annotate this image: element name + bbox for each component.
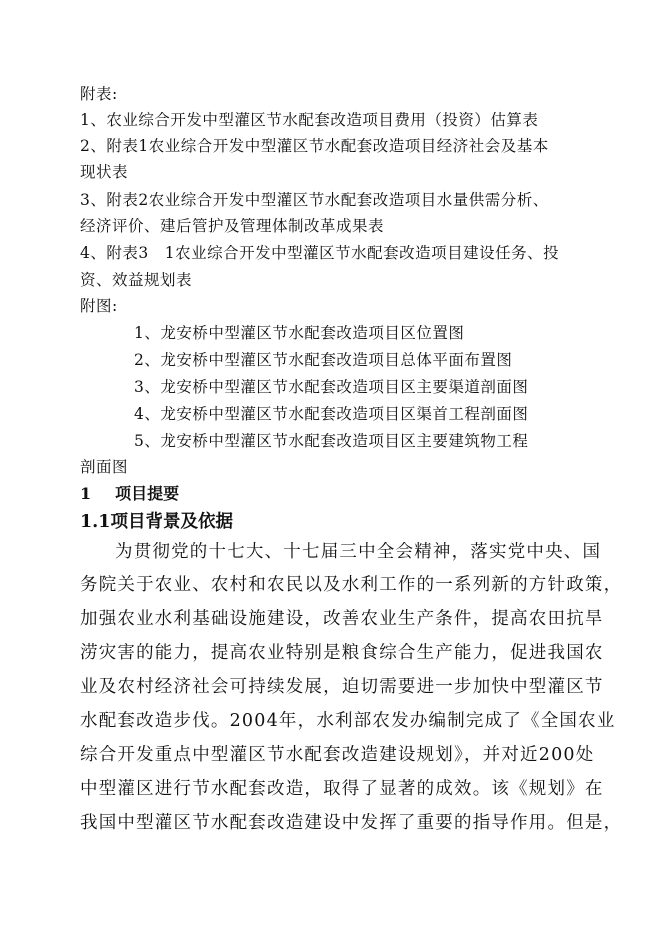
body-paragraph-line-6: 水配套改造步伐。2004年，水利部农发办编制完成了《全国农业 [80,711,616,731]
appendix-table-item-1: 1、农业综合开发中型灌区节水配套改造项目费用（投资）估算表 [80,111,539,129]
appendix-table-item-4: 4、附表3 1农业综合开发中型灌区节水配套改造项目建设任务、投 [80,244,560,262]
body-paragraph-line-7: 综合开发重点中型灌区节水配套改造建设规划》，并对近200处 [80,745,595,765]
body-paragraph-line-2: 务院关于农业、农村和农民以及水利工作的一系列新的方针政策， [80,575,623,595]
appendix-figure-item-1: 1、龙安桥中型灌区节水配套改造项目区位置图 [134,324,465,342]
section-1-title: 项目提要 [115,484,180,503]
appendix-table-item-2: 2、附表1农业综合开发中型灌区节水配套改造项目经济社会及基本 [80,137,549,155]
appendix-table-item-4-continued: 资、效益规划表 [80,271,193,289]
body-paragraph-line-5: 业及农村经济社会可持续发展，迫切需要进一步加快中型灌区节 [80,677,604,697]
body-paragraph-line-8: 中型灌区进行节水配套改造，取得了显著的成效。该《规划》在 [80,779,604,799]
section-1-number: 1 [80,484,92,503]
appendix-table-item-3-continued: 经济评价、建后管护及管理体制改革成果表 [80,217,385,235]
body-paragraph-line-3: 加强农业水利基础设施建设，改善农业生产条件，提高农田抗旱 [80,609,604,629]
appendix-table-item-3: 3、附表2农业综合开发中型灌区节水配套改造项目水量供需分析、 [80,191,549,209]
body-paragraph-line-4: 涝灾害的能力，提高农业特别是粮食综合生产能力，促进我国农 [80,643,604,663]
appendix-tables-label: 附表: [80,85,118,103]
appendix-figure-item-5-continued: 剖面图 [80,458,129,476]
body-paragraph-line-1: 为贯彻党的十七大、十七届三中全会精神，落实党中央、国 [115,542,602,562]
appendix-table-item-2-continued: 现状表 [80,163,129,181]
appendix-figure-item-5: 5、龙安桥中型灌区节水配套改造项目区主要建筑物工程 [134,432,529,450]
appendix-figures-label: 附图: [80,297,118,315]
section-1-heading [80,482,179,506]
appendix-figure-item-3: 3、龙安桥中型灌区节水配套改造项目区主要渠道剖面图 [134,378,529,396]
section-1-1-heading: 1.1项目背景及依据 [80,512,233,532]
appendix-figure-item-2: 2、龙安桥中型灌区节水配套改造项目总体平面布置图 [134,351,513,369]
body-paragraph-line-9: 我国中型灌区节水配套改造建设中发挥了重要的指导作用。但是， [80,813,623,833]
appendix-figure-item-4: 4、龙安桥中型灌区节水配套改造项目区渠首工程剖面图 [134,405,529,423]
